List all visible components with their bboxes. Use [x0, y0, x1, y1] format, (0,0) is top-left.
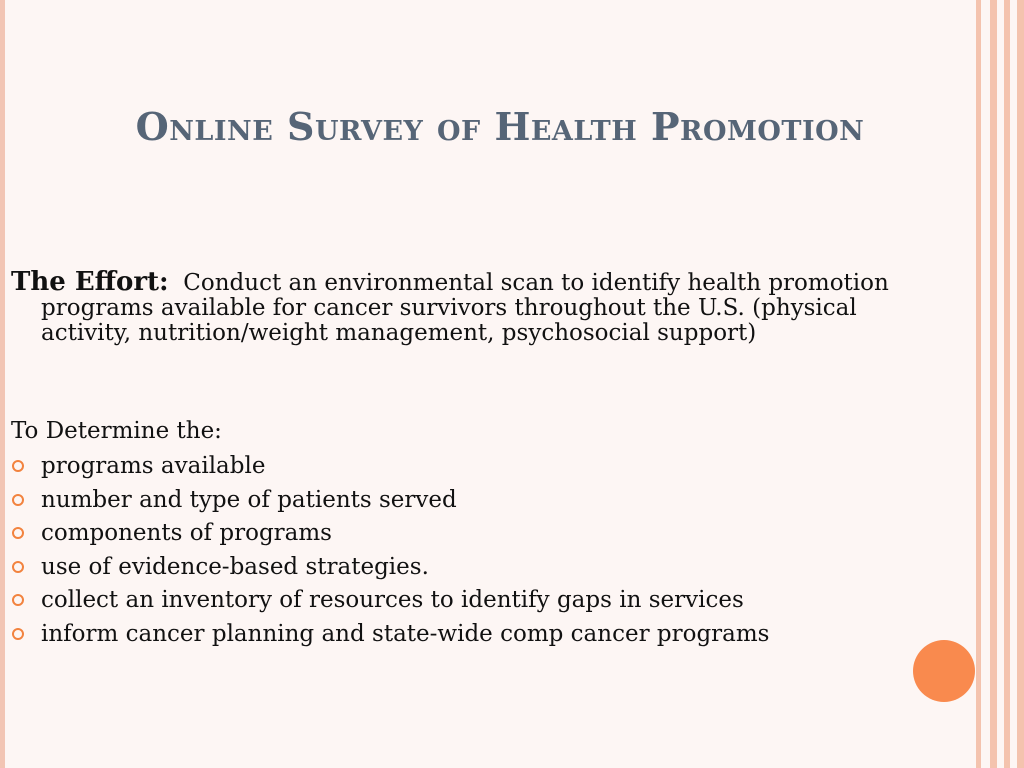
decorative-orange-circle: [913, 640, 975, 702]
slide-title: Online Survey of Health Promotion: [135, 104, 865, 149]
list-item: [11, 451, 770, 485]
list-item-text: programs available: [41, 453, 266, 479]
list-item: [11, 518, 770, 552]
list-item: [11, 585, 770, 619]
list-item: [11, 619, 770, 653]
bullet-list: [11, 451, 770, 653]
list-item-text: use of evidence-based strategies.: [41, 553, 429, 580]
effort-label: The Effort:: [11, 267, 169, 297]
circle-bullet-icon: [12, 561, 24, 573]
list-item-text: number and type of patients served: [41, 486, 457, 513]
list-item-text: inform cancer planning and state-wide comp cancer programs: [41, 620, 770, 647]
list-item-text: components of programs: [41, 520, 332, 547]
circle-bullet-icon: [12, 527, 24, 539]
determine-heading: To Determine the:: [11, 418, 222, 444]
list-item-text: collect an inventory of resources to identify gaps in services: [41, 587, 744, 614]
effort-text: Conduct an environmental scan to identify health promotion programs available for cancer survivors throughout the U.S. (physical activity, nutrition/weight management, psychosocial support): [41, 270, 889, 346]
circle-bullet-icon: [12, 494, 24, 506]
list-item: [11, 485, 770, 519]
circle-bullet-icon: [12, 628, 24, 640]
stripe: [1017, 0, 1024, 768]
list-item: [11, 552, 770, 586]
circle-bullet-icon: [12, 594, 24, 606]
effort-paragraph: [11, 267, 941, 346]
circle-bullet-icon: [12, 460, 24, 472]
stripe: [1004, 0, 1010, 768]
